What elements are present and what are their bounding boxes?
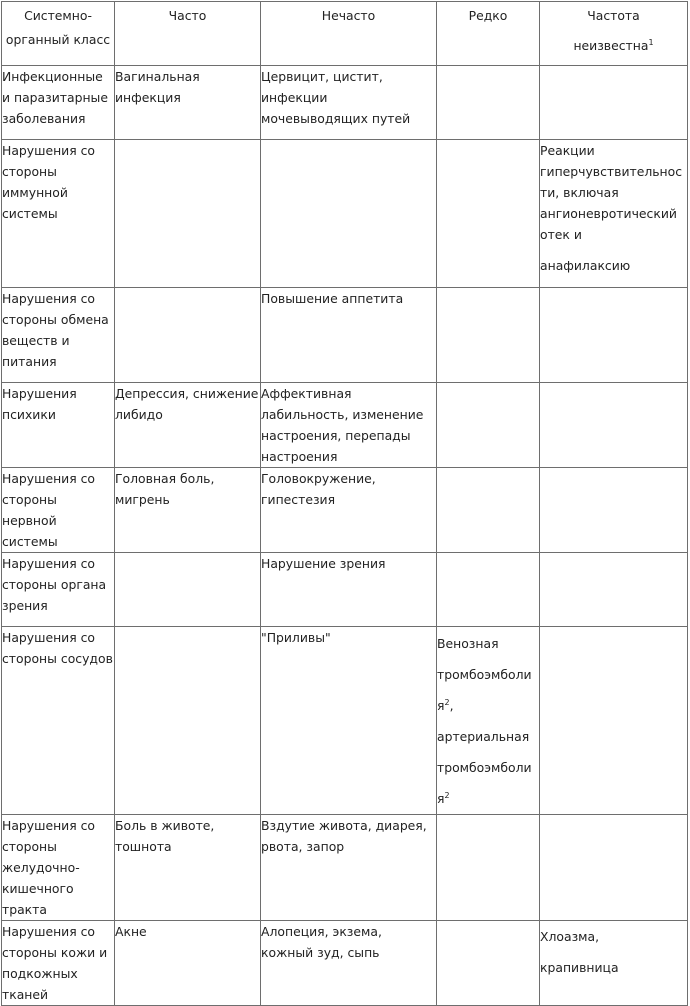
table-row [2,627,688,815]
table-row [2,815,688,921]
table-row [2,66,688,140]
unknown-cell [540,627,688,815]
header-unknown-line1: Частота [587,8,640,23]
rare-cell [437,288,540,383]
organ-class-cell: Нарушения со стороны обмена веществ и питания [2,288,115,383]
unknown-cell [540,468,688,553]
unknown-text-line2: крапивница [540,960,619,975]
rare-text-line4: тромбоэмболия [437,760,532,806]
rare-cell [437,468,540,553]
uncommon-cell: Алопеция, экзема, кожный зуд, сыпь [261,921,437,1006]
often-cell [115,288,261,383]
unknown-text-part1: Реакции гиперчувствительности, включая ангионевротический отек и [540,143,683,242]
header-rare: Редко [437,2,540,66]
rare-text-line1: Венозная [437,636,499,651]
rare-cell [437,553,540,627]
often-cell [115,140,261,288]
table-row [2,553,688,627]
often-cell: Депрессия, снижение либидо [115,383,261,468]
uncommon-cell [261,140,437,288]
organ-class-cell: Нарушения со стороны кожи и подкожных тканей [2,921,115,1006]
rare-text-line3: артериальная [437,729,530,744]
organ-class-cell: Нарушения со стороны желудочно-кишечного тракта [2,815,115,921]
often-cell [115,627,261,815]
header-unknown-footnote: 1 [648,37,654,47]
uncommon-cell: Повышение аппетита [261,288,437,383]
unknown-cell [540,140,688,288]
unknown-cell [540,288,688,383]
uncommon-cell: Нарушение зрения [261,553,437,627]
unknown-cell [540,66,688,140]
table-row [2,383,688,468]
uncommon-cell: Вздутие живота, диарея, рвота, запор [261,815,437,921]
table-row [2,288,688,383]
table-header-row [2,2,688,66]
often-cell: Акне [115,921,261,1006]
often-cell: Головная боль, мигрень [115,468,261,553]
adverse-reactions-table [1,1,688,1006]
header-organ-class [2,2,115,66]
rare-cell [437,921,540,1006]
uncommon-cell: Цервицит, цистит, инфекции мочевыводящих путей [261,66,437,140]
organ-class-cell: Нарушения со стороны органа зрения [2,553,115,627]
rare-cell [437,383,540,468]
organ-class-cell: Нарушения психики [2,383,115,468]
header-unknown [540,2,688,66]
unknown-cell [540,383,688,468]
uncommon-cell: Аффективная лабильность, изменение настроения, перепады настроения [261,383,437,468]
rare-footnote-2: 2 [444,790,450,800]
rare-cell [437,815,540,921]
organ-class-cell: Нарушения со стороны иммунной системы [2,140,115,288]
unknown-cell [540,815,688,921]
header-uncommon: Нечасто [261,2,437,66]
rare-footnote-1: 2 [444,697,450,707]
header-organ-class-line2: органный класс [5,32,111,47]
rare-cell [437,140,540,288]
unknown-cell [540,553,688,627]
table-row [2,140,688,288]
header-unknown-line2: неизвестна [573,38,649,53]
organ-class-cell: Инфекционные и паразитарные заболевания [2,66,115,140]
unknown-text-line1: Хлоазма, [540,929,600,944]
rare-cell [437,66,540,140]
rare-text-comma: , [449,698,454,713]
often-cell [115,553,261,627]
organ-class-cell: Нарушения со стороны нервной системы [2,468,115,553]
table-row [2,468,688,553]
uncommon-cell: "Приливы" [261,627,437,815]
often-cell: Вагинальная инфекция [115,66,261,140]
uncommon-cell: Головокружение, гипестезия [261,468,437,553]
often-cell: Боль в животе, тошнота [115,815,261,921]
header-often: Часто [115,2,261,66]
organ-class-cell: Нарушения со стороны сосудов [2,627,115,815]
header-organ-class-line1: Системно- [24,8,92,23]
table-row [2,921,688,1006]
unknown-text-part2: анафилаксию [540,258,631,273]
rare-cell [437,627,540,815]
rare-text-line2: тромбоэмболия [437,667,532,713]
unknown-cell [540,921,688,1006]
